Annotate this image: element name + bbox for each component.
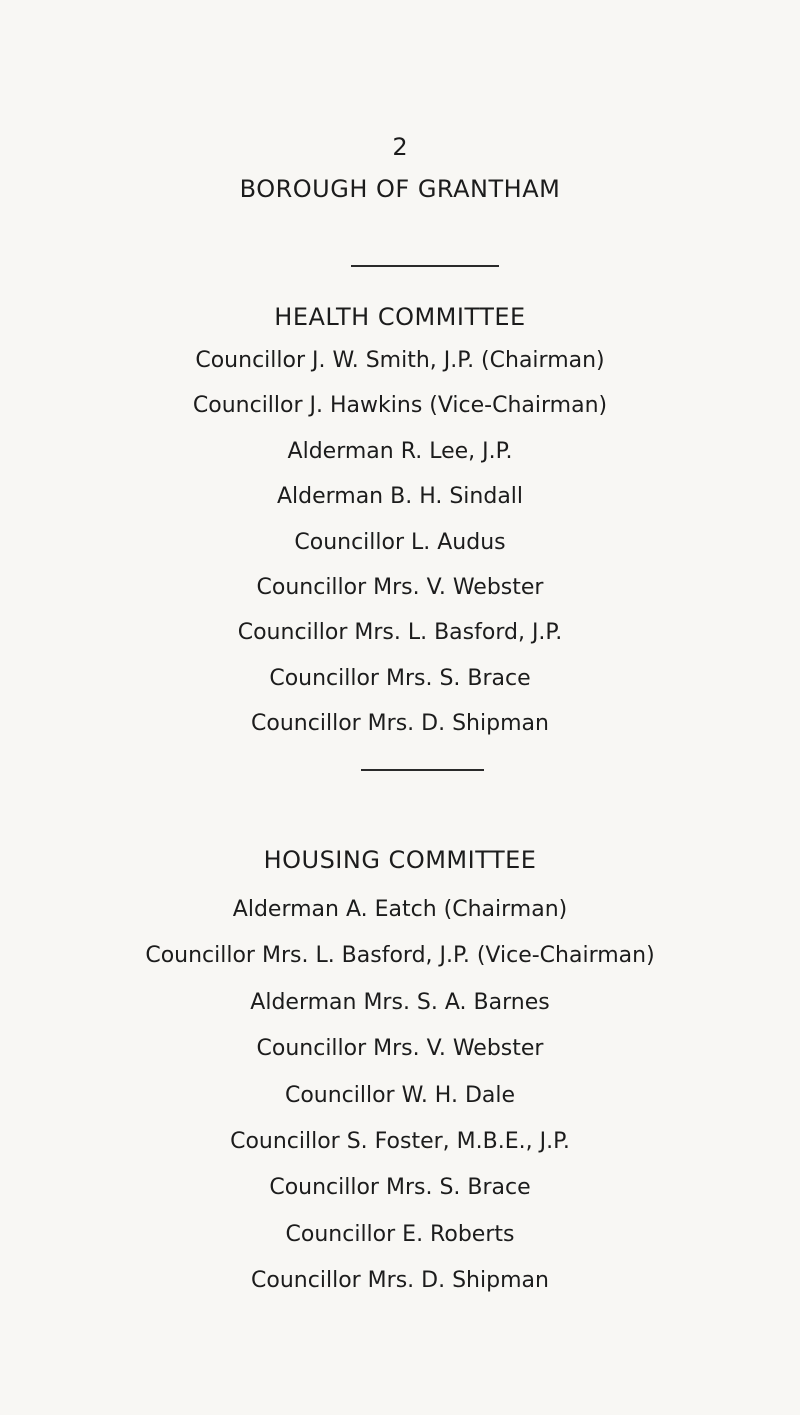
committee-member: Councillor W. H. Dale [284,1082,516,1108]
committee-member: Councillor J. W. Smith, J.P. (Chairman) [195,348,605,373]
committee-member: Councillor L. Audus [294,529,506,555]
committee-member: Alderman A. Eatch (Chairman) [232,897,568,922]
committee-member: Councillor J. Hawkins (Vice-Chairman) [192,393,608,419]
health-committee-heading: HEALTH COMMITTEE [274,303,526,331]
committee-member: Alderman Mrs. S. A. Barnes [250,989,550,1015]
committee-member: Councillor Mrs. D. Shipman [251,1268,549,1294]
health-committee-section [0,300,800,753]
committee-member: Councillor Mrs. L. Basford, J.P. [237,620,563,646]
committee-member: Councillor Mrs. S. Brace [269,1175,531,1201]
document-title: BOROUGH OF GRANTHAM [239,175,561,203]
committee-member: Councillor S. Foster, M.B.E., J.P. [230,1128,570,1154]
committee-member: Councillor Mrs. L. Basford, J.P. (Vice-Chairman) [145,943,655,969]
committee-member: Alderman R. Lee, J.P. [287,438,513,464]
committee-member: Councillor Mrs. V. Webster [256,1036,544,1062]
committee-member: Councillor Mrs. V. Webster [256,574,544,600]
divider-rule [351,265,499,267]
committee-member: Councillor E. Roberts [285,1221,515,1247]
divider-rule [361,769,484,771]
committee-member: Alderman B. H. Sindall [276,484,524,510]
housing-committee-section [0,843,800,1311]
committee-member: Councillor Mrs. D. Shipman [251,711,549,737]
committee-member: Councillor Mrs. S. Brace [269,665,531,691]
housing-committee-heading: HOUSING COMMITTEE [263,846,537,874]
page-number: 2 [392,133,408,161]
